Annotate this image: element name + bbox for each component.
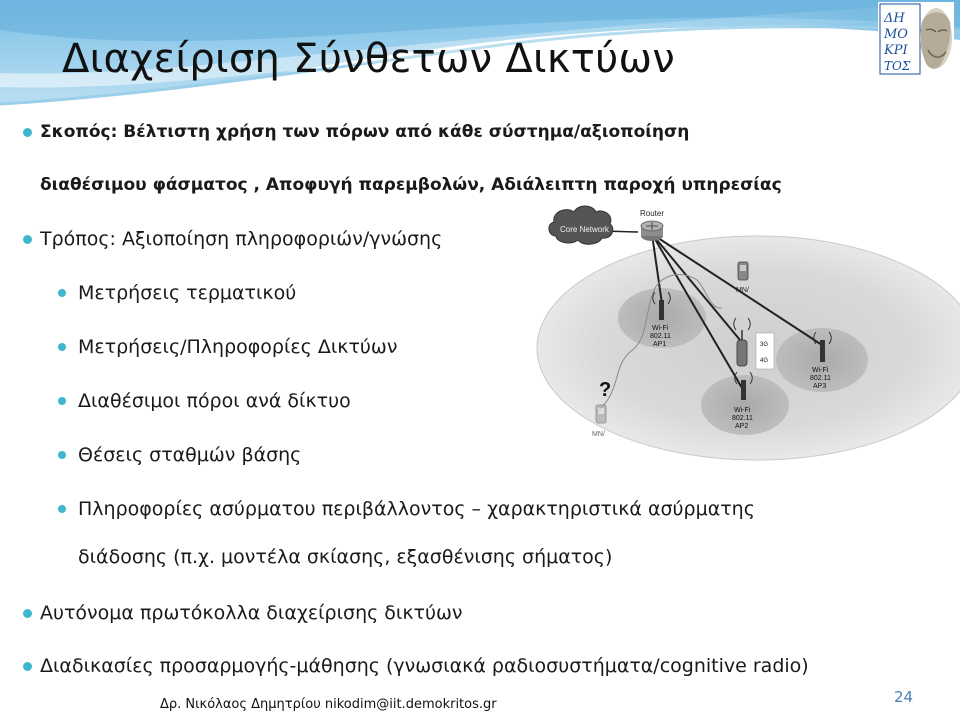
ap2-line1: Wi-Fi bbox=[734, 407, 751, 414]
question-mark: ? bbox=[599, 379, 612, 401]
sub-item-resources: Διαθέσιμοι πόροι ανά δίκτυο bbox=[78, 390, 351, 412]
cell-4g-label: 4G bbox=[760, 358, 769, 364]
network-diagram bbox=[512, 200, 960, 468]
svg-text:ΚΡΙ: ΚΡΙ bbox=[884, 43, 908, 58]
sub-bullet-dot bbox=[58, 343, 66, 351]
bullet-dot bbox=[23, 609, 32, 618]
mn-top-label: MN/ bbox=[736, 287, 749, 294]
ap1-line3: AP1 bbox=[653, 341, 667, 348]
page-number: 24 bbox=[894, 688, 914, 706]
bullet-dot bbox=[23, 128, 32, 137]
core-network-label: Core Network bbox=[560, 225, 609, 234]
mobile-node-icon bbox=[596, 405, 606, 423]
ap2-line2: 802.11 bbox=[732, 415, 753, 422]
footer-author: Δρ. Νικόλαος Δημητρίου nikodim@iit.demokritos.gr bbox=[160, 697, 497, 712]
sub-bullet-dot bbox=[58, 451, 66, 459]
sub-item-terminal-measurements: Μετρήσεις τερματικού bbox=[78, 282, 297, 304]
ap2-line3: AP2 bbox=[735, 423, 749, 430]
cell-3g-label: 3G bbox=[760, 342, 769, 348]
method-line: Τρόπος: Αξιοποίηση πληροφοριών/γνώσης bbox=[40, 228, 443, 250]
ap3-line1: Wi-Fi bbox=[812, 367, 829, 374]
svg-text:ΔΗ: ΔΗ bbox=[884, 11, 905, 26]
sub-bullet-dot bbox=[58, 505, 66, 513]
svg-text:ΤΟΣ: ΤΟΣ bbox=[884, 59, 911, 73]
sub-item-network-info: Μετρήσεις/Πληροφορίες Δικτύων bbox=[78, 336, 398, 358]
ap3-line3: AP3 bbox=[813, 383, 827, 390]
autonomous-protocols-line: Αυτόνομα πρωτόκολλα διαχείρισης δικτύων bbox=[40, 602, 463, 624]
router-label: Router bbox=[640, 209, 665, 218]
sub-bullet-dot bbox=[58, 289, 66, 297]
router-icon bbox=[641, 221, 663, 241]
svg-text:ΜΟ: ΜΟ bbox=[884, 27, 908, 42]
ap1-line2: 802.11 bbox=[650, 333, 671, 340]
adaptation-learning-line: Διαδικασίες προσαρμογής-μάθησης (γνωσιακά ραδιοσυστήματα/cognitive radio) bbox=[40, 655, 809, 677]
sub-item-base-stations: Θέσεις σταθμών βάσης bbox=[78, 444, 302, 466]
bullet-dot bbox=[23, 662, 32, 671]
header-band bbox=[0, 0, 960, 110]
mobile-node-icon bbox=[738, 262, 748, 280]
ap1-line1: Wi-Fi bbox=[652, 325, 669, 332]
demokritos-logo bbox=[878, 2, 954, 78]
sub-item-wireless-env-1: Πληροφορίες ασύρματου περιβάλλοντος – χαρακτηριστικά ασύρματης bbox=[78, 498, 755, 520]
sub-bullet-dot bbox=[58, 397, 66, 405]
mn-left-label: MN/ bbox=[592, 431, 605, 438]
goal-line-2: διαθέσιμου φάσματος , Αποφυγή παρεμβολών, Αδιάλειπτη παροχή υπηρεσίας bbox=[40, 175, 782, 195]
ap3-line2: 802.11 bbox=[810, 375, 831, 382]
goal-line-1: Σκοπός: Βέλτιστη χρήση των πόρων από κάθε σύστημα/αξιοποίηση bbox=[40, 122, 690, 142]
sub-item-wireless-env-2: διάδοσης (π.χ. μοντέλα σκίασης, εξασθένισης σήματος) bbox=[78, 546, 613, 568]
bullet-dot bbox=[23, 235, 32, 244]
slide-title: Διαχείριση Σύνθετων Δικτύων bbox=[62, 36, 676, 82]
